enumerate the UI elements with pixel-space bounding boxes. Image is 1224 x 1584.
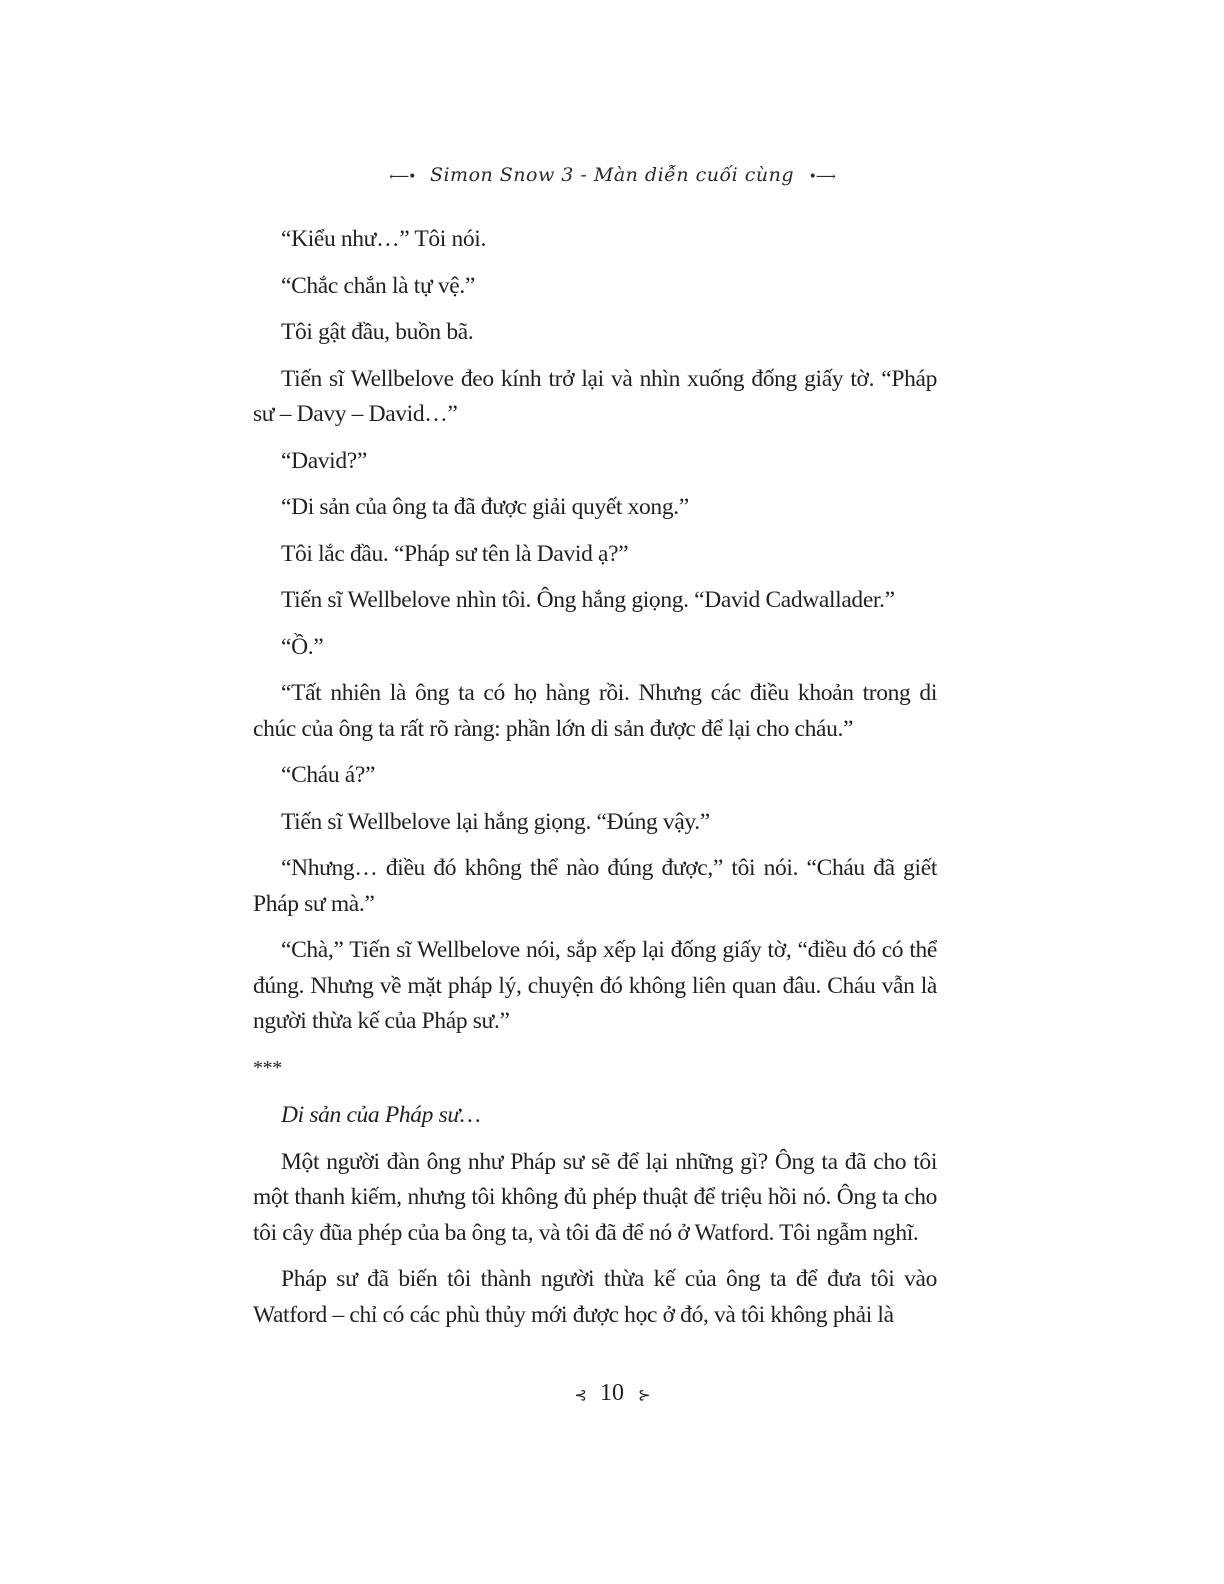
paragraph: Tiến sĩ Wellbelove nhìn tôi. Ông hắng giọng. “David Cadwallader.” <box>281 587 895 613</box>
page-footer <box>0 1380 1224 1407</box>
paragraph: “Di sản của ông ta đã được giải quyết xong.” <box>281 494 689 520</box>
ornament-right-icon: •⟶ <box>808 169 835 185</box>
running-header <box>0 164 1224 186</box>
paragraph: “Nhưng… điều đó không thể nào đúng được,” tôi nói. “Cháu đã giết Pháp sư mà.” <box>253 855 937 917</box>
running-title: Simon Snow 3 - Màn diễn cuối cùng <box>429 164 795 186</box>
ornament-left-icon: ⟵• <box>389 169 416 185</box>
paragraph: “Kiểu như…” Tôi nói. <box>281 226 487 252</box>
paragraph: “Cháu á?” <box>281 762 376 788</box>
section-separator: *** <box>253 1056 282 1079</box>
page-body <box>253 222 937 1344</box>
italic-thought: Di sản của Pháp sư… <box>281 1102 481 1128</box>
paragraph: Tôi gật đầu, buồn bã. <box>281 319 474 345</box>
paragraph: Tiến sĩ Wellbelove đeo kính trở lại và nhìn xuống đống giấy tờ. “Pháp sư – Davy – David…” <box>253 365 937 427</box>
paragraph: “Chắc chắn là tự vệ.” <box>281 272 475 299</box>
ornament-left-icon: ⊰ <box>574 1388 586 1404</box>
paragraph: Một người đàn ông như Pháp sư sẽ để lại những gì? Ông ta đã cho tôi một thanh kiếm, nhưng tôi không đủ phép thuật để triệu hồi nó. Ông ta cho tôi cây đũa phép của ba ông ta, và tôi đã để nó ở Watford. Tôi ngẫm nghĩ. <box>253 1148 937 1246</box>
page-number: 10 <box>600 1380 624 1406</box>
paragraph: Pháp sư đã biến tôi thành người thừa kế của ông ta để đưa tôi vào Watford – chỉ có các phù thủy mới được học ở đó, và tôi không phải là <box>253 1266 937 1328</box>
paragraph: Tiến sĩ Wellbelove lại hắng giọng. “Đúng vậy.” <box>281 808 710 835</box>
paragraph: “Tất nhiên là ông ta có họ hàng rồi. Nhưng các điều khoản trong di chúc của ông ta rất rõ ràng: phần lớn di sản được để lại cho cháu.” <box>253 680 937 742</box>
paragraph: “Ồ.” <box>281 633 324 660</box>
ornament-right-icon: ⊱ <box>638 1388 650 1404</box>
paragraph: “Chà,” Tiến sĩ Wellbelove nói, sắp xếp lại đống giấy tờ, “điều đó có thể đúng. Nhưng về mặt pháp lý, chuyện đó không liên quan đâu. Cháu vẫn là người thừa kế của Pháp sư.” <box>253 937 937 1034</box>
paragraph: Tôi lắc đầu. “Pháp sư tên là David ạ?” <box>281 540 629 567</box>
paragraph: “David?” <box>281 447 367 474</box>
